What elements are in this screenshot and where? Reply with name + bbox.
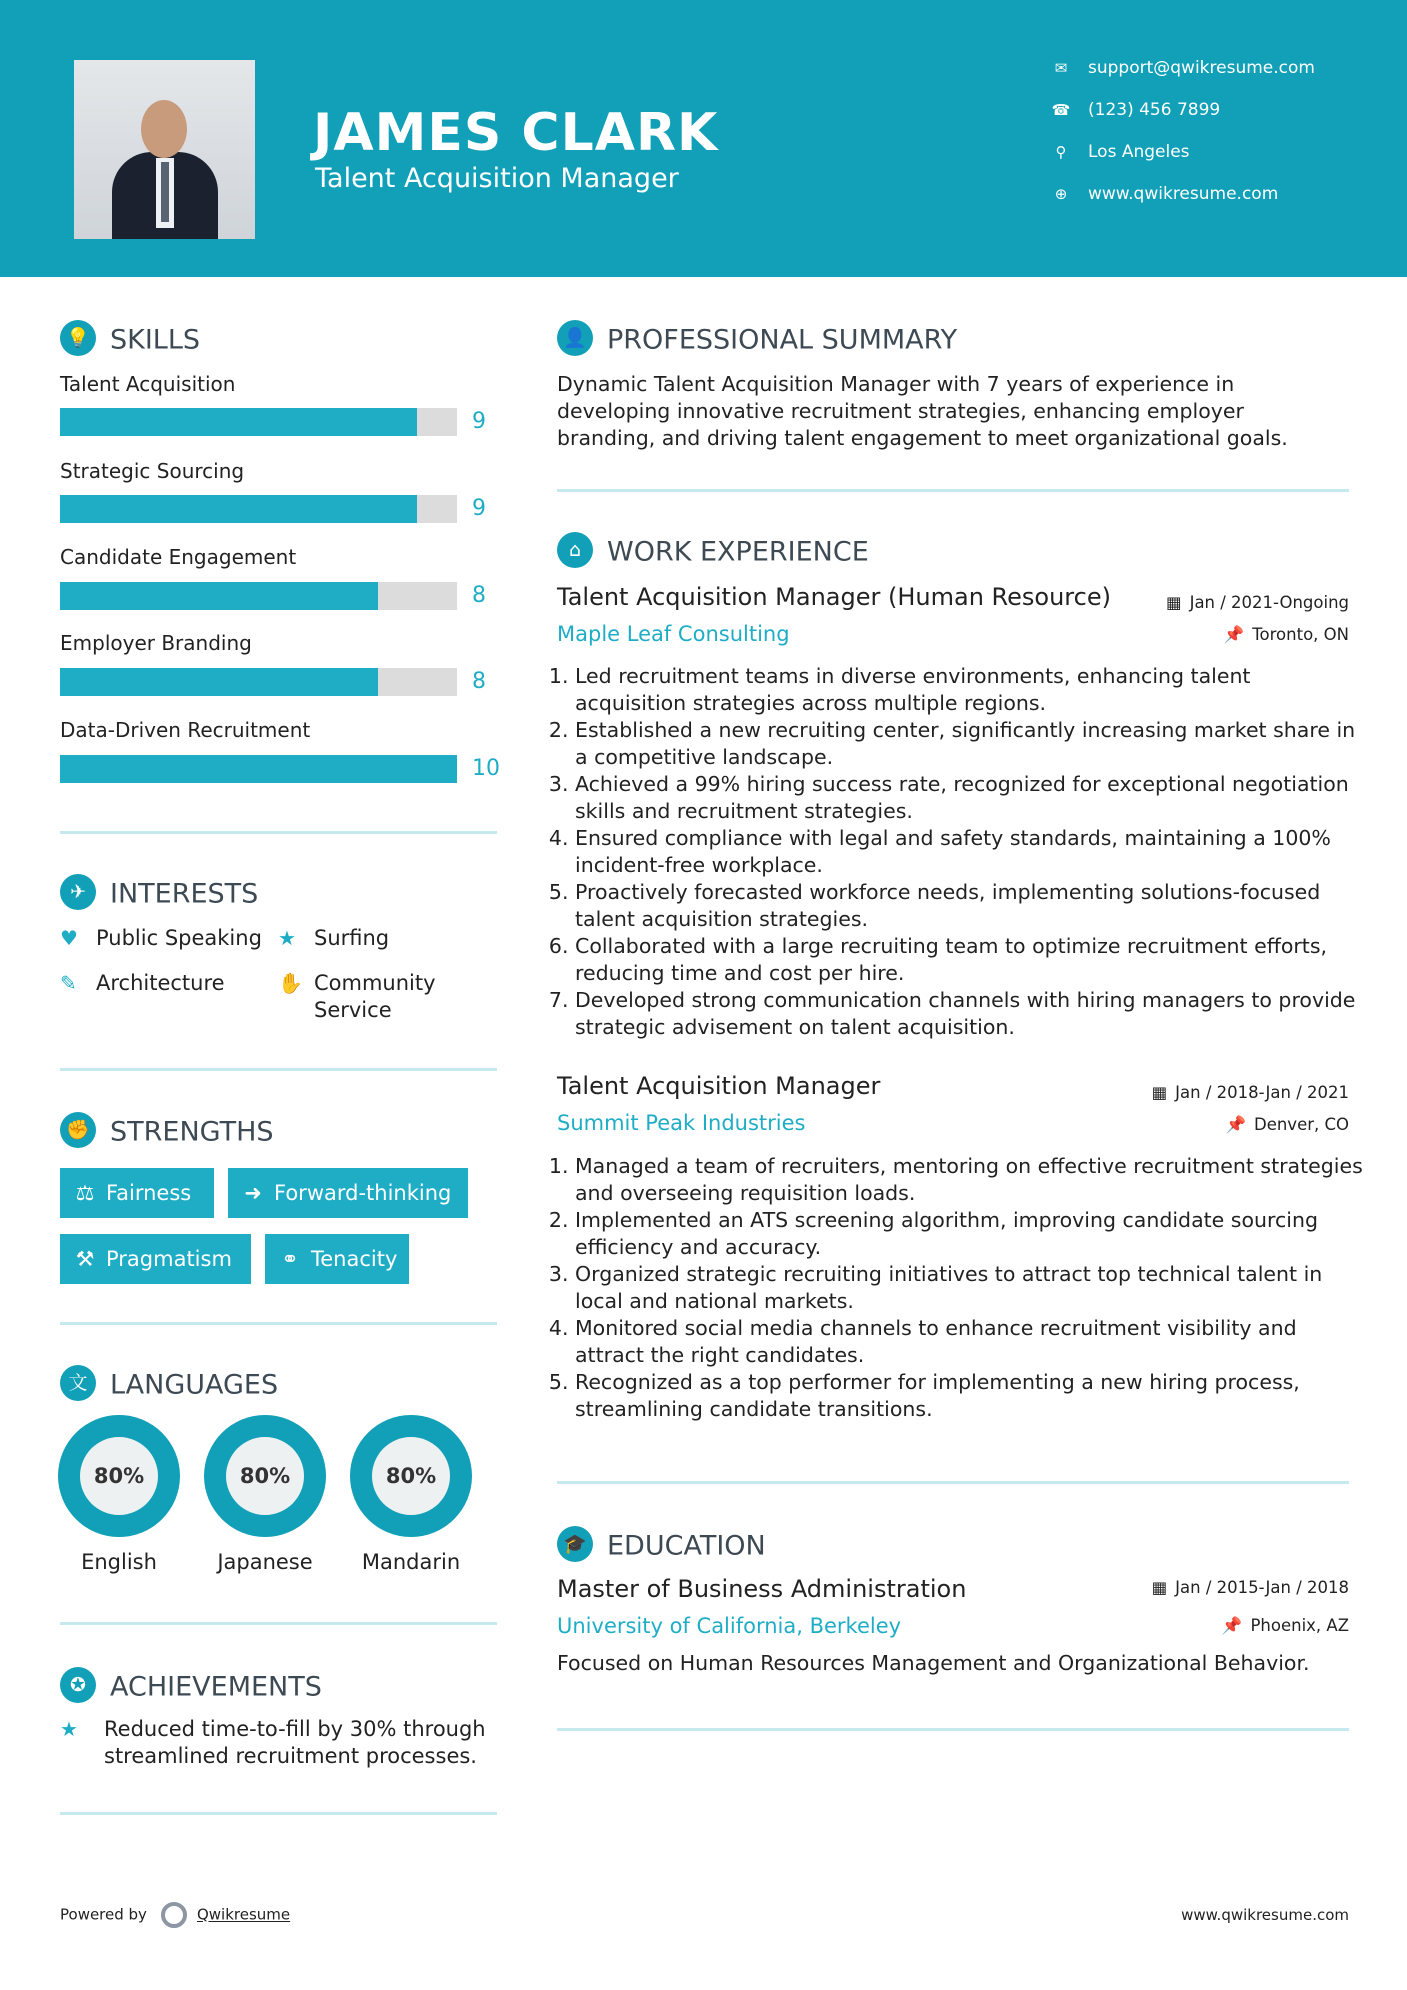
language-gauge bbox=[58, 1415, 180, 1537]
footer-powered-by: Powered by Qwikresume bbox=[60, 1902, 290, 1928]
job-title: Talent Acquisition Manager bbox=[557, 1072, 881, 1100]
hand-icon: ✋ bbox=[278, 971, 303, 995]
candidate-name: JAMES CLARK bbox=[313, 103, 719, 163]
skill-bar bbox=[60, 408, 457, 436]
education-heading: 🎓 EDUCATION bbox=[557, 1529, 766, 1565]
summary-heading: 👤 PROFESSIONAL SUMMARY bbox=[557, 323, 957, 359]
strength-tag: ➜ Forward-thinking bbox=[228, 1168, 468, 1218]
resume-header bbox=[0, 0, 1407, 277]
list-item: 7. Developed strong communication channels with hiring managers to provide strategic advisement on talent acquisition. bbox=[575, 987, 1365, 1041]
section-divider bbox=[60, 831, 497, 834]
skill-value: 9 bbox=[472, 496, 486, 521]
section-divider bbox=[60, 1812, 497, 1815]
skill-value: 9 bbox=[472, 409, 486, 434]
list-item: 4. Ensured compliance with legal and safety standards, maintaining a 100% incident-free workplace. bbox=[575, 825, 1365, 879]
skill-bar bbox=[60, 755, 457, 783]
language-gauge bbox=[204, 1415, 326, 1537]
language-gauge bbox=[350, 1415, 472, 1537]
pushpin-icon: 📌 bbox=[1225, 1115, 1246, 1134]
user-icon: 👤 bbox=[557, 320, 593, 356]
list-item: 3. Achieved a 99% hiring success rate, recognized for exceptional negotiation skills and recruitment strategies. bbox=[575, 771, 1365, 825]
list-item: 1. Managed a team of recruiters, mentoring on effective recruitment strategies and overseeing requisition loads. bbox=[575, 1153, 1365, 1207]
language-percent: 80% bbox=[372, 1437, 450, 1515]
job-responsibilities bbox=[557, 663, 1365, 1041]
footer-url[interactable]: www.qwikresume.com bbox=[1181, 1906, 1349, 1924]
skill-value: 8 bbox=[472, 583, 486, 608]
skill-bar bbox=[60, 668, 457, 696]
company-name: Maple Leaf Consulting bbox=[557, 622, 790, 646]
skill-name: Candidate Engagement bbox=[60, 545, 297, 569]
section-divider bbox=[557, 489, 1349, 492]
job-location: 📌 Toronto, ON bbox=[1223, 625, 1349, 644]
skill-name: Data-Driven Recruitment bbox=[60, 718, 311, 742]
qwikresume-logo-icon bbox=[161, 1902, 187, 1928]
pushpin-icon: 📌 bbox=[1221, 1616, 1243, 1635]
interest-item: ★ Surfing bbox=[278, 926, 390, 950]
section-divider bbox=[60, 1068, 497, 1071]
star-icon: ★ bbox=[278, 926, 296, 950]
strength-tag: ⚖ Fairness bbox=[60, 1168, 214, 1218]
footer-brand-link[interactable]: Qwikresume bbox=[196, 1905, 291, 1924]
skill-name: Talent Acquisition bbox=[60, 372, 236, 396]
phone-icon: ☎ bbox=[1051, 101, 1071, 119]
interest-item: ✎ Architecture bbox=[60, 971, 225, 995]
school-name: University of California, Berkeley bbox=[557, 1614, 902, 1638]
skill-value: 8 bbox=[472, 669, 486, 694]
gavel-icon: ⚒ bbox=[75, 1247, 95, 1271]
heartbeat-icon: ♥ bbox=[60, 926, 78, 950]
achievements-heading: ✪ ACHIEVEMENTS bbox=[60, 1670, 322, 1706]
contact-website[interactable]: ⊕ www.qwikresume.com bbox=[1050, 184, 1278, 204]
language-name: English bbox=[81, 1550, 157, 1574]
contact-location: ⚲ Los Angeles bbox=[1050, 142, 1190, 162]
list-item: 5. Proactively forecasted workforce needs, implementing solutions-focused talent acquisition strategies. bbox=[575, 879, 1365, 933]
skill-bar bbox=[60, 582, 457, 610]
contact-email[interactable]: ✉ support@qwikresume.com bbox=[1050, 58, 1315, 78]
skill-bar bbox=[60, 495, 457, 523]
list-item: 6. Collaborated with a large recruiting team to optimize recruitment efforts, reducing time and cost per hire. bbox=[575, 933, 1365, 987]
language-name: Mandarin bbox=[361, 1550, 461, 1574]
paper-plane-icon: ✈ bbox=[60, 874, 96, 910]
strength-tag: ⚒ Pragmatism bbox=[60, 1234, 251, 1284]
interests-heading: ✈ INTERESTS bbox=[60, 877, 258, 913]
interest-item: ✋ Community Service bbox=[278, 971, 436, 1022]
company-name: Summit Peak Industries bbox=[557, 1111, 806, 1135]
strength-tag: ⚭ Tenacity bbox=[265, 1234, 409, 1284]
candidate-title: Talent Acquisition Manager bbox=[315, 163, 679, 194]
education-description: Focused on Human Resources Management and Organizational Behavior. bbox=[557, 1651, 1310, 1675]
achievement-item: ★ Reduced time-to-fill by 30% through streamlined recruitment processes. bbox=[60, 1717, 486, 1768]
profile-photo bbox=[74, 60, 255, 239]
skill-name: Strategic Sourcing bbox=[60, 459, 245, 483]
section-divider bbox=[60, 1322, 497, 1325]
job-location: 📌 Denver, CO bbox=[1225, 1115, 1349, 1134]
fist-icon: ✊ bbox=[60, 1112, 96, 1148]
balance-scale-icon: ⚖ bbox=[75, 1181, 95, 1205]
skills-heading: 💡 SKILLS bbox=[60, 323, 200, 359]
job-responsibilities bbox=[557, 1153, 1365, 1423]
language-percent: 80% bbox=[80, 1437, 158, 1515]
education-dates: ▦ Jan / 2015-Jan / 2018 bbox=[1151, 1578, 1349, 1597]
summary-text: Dynamic Talent Acquisition Manager with 7 years of experience in developing innovative recruitment strategies, enhancing employer branding, and driving talent engagement to meet organizational goals. bbox=[557, 372, 1288, 450]
calendar-icon: ▦ bbox=[1165, 593, 1182, 612]
list-item: 5. Recognized as a top performer for implementing a new hiring process, streamlining candidate transitions. bbox=[575, 1369, 1365, 1423]
arrow-right-icon: ➜ bbox=[244, 1181, 262, 1205]
job-dates: ▦ Jan / 2018-Jan / 2021 bbox=[1151, 1083, 1349, 1102]
lightbulb-icon: 💡 bbox=[60, 320, 96, 356]
language-card-icon: 文 bbox=[60, 1365, 96, 1401]
star-badge-icon: ✪ bbox=[60, 1667, 96, 1703]
skill-value: 10 bbox=[472, 756, 500, 781]
section-divider bbox=[557, 1481, 1349, 1484]
experience-heading: ⌂ WORK EXPERIENCE bbox=[557, 535, 869, 571]
language-name: Japanese bbox=[217, 1550, 313, 1574]
languages-heading: 文 LANGUAGES bbox=[60, 1368, 278, 1404]
list-item: 2. Implemented an ATS screening algorithm, improving candidate sourcing efficiency and accuracy. bbox=[575, 1207, 1365, 1261]
skill-name: Employer Branding bbox=[60, 631, 252, 655]
globe-icon: ⊕ bbox=[1054, 185, 1068, 203]
language-percent: 80% bbox=[226, 1437, 304, 1515]
job-dates: ▦ Jan / 2021-Ongoing bbox=[1165, 593, 1349, 612]
map-pin-icon: ⚲ bbox=[1055, 143, 1067, 161]
interest-item: ♥ Public Speaking bbox=[60, 926, 262, 950]
office-chair-icon: ⌂ bbox=[557, 532, 593, 568]
ruler-pencil-icon: ✎ bbox=[60, 971, 77, 995]
list-item: 1. Led recruitment teams in diverse environments, enhancing talent acquisition strategies across multiple regions. bbox=[575, 663, 1365, 717]
contact-phone[interactable]: ☎ (123) 456 7899 bbox=[1051, 100, 1221, 120]
degree-title: Master of Business Administration bbox=[557, 1575, 967, 1603]
section-divider bbox=[557, 1728, 1349, 1731]
shooting-star-icon: ★ bbox=[60, 1717, 78, 1741]
list-item: 3. Organized strategic recruiting initiatives to attract top technical talent in local and national markets. bbox=[575, 1261, 1365, 1315]
graduate-icon: 🎓 bbox=[557, 1526, 593, 1562]
job-title: Talent Acquisition Manager (Human Resource) bbox=[557, 583, 1111, 611]
list-item: 2. Established a new recruiting center, significantly increasing market share in a competitive landscape. bbox=[575, 717, 1365, 771]
calendar-icon: ▦ bbox=[1151, 1083, 1168, 1102]
link-icon: ⚭ bbox=[281, 1247, 299, 1271]
calendar-icon: ▦ bbox=[1151, 1578, 1168, 1597]
pushpin-icon: 📌 bbox=[1223, 625, 1245, 644]
envelope-icon: ✉ bbox=[1054, 59, 1068, 77]
education-location: 📌 Phoenix, AZ bbox=[1221, 1616, 1349, 1635]
section-divider bbox=[60, 1622, 497, 1625]
list-item: 4. Monitored social media channels to enhance recruitment visibility and attract the right candidates. bbox=[575, 1315, 1365, 1369]
strengths-heading: ✊ STRENGTHS bbox=[60, 1115, 274, 1151]
